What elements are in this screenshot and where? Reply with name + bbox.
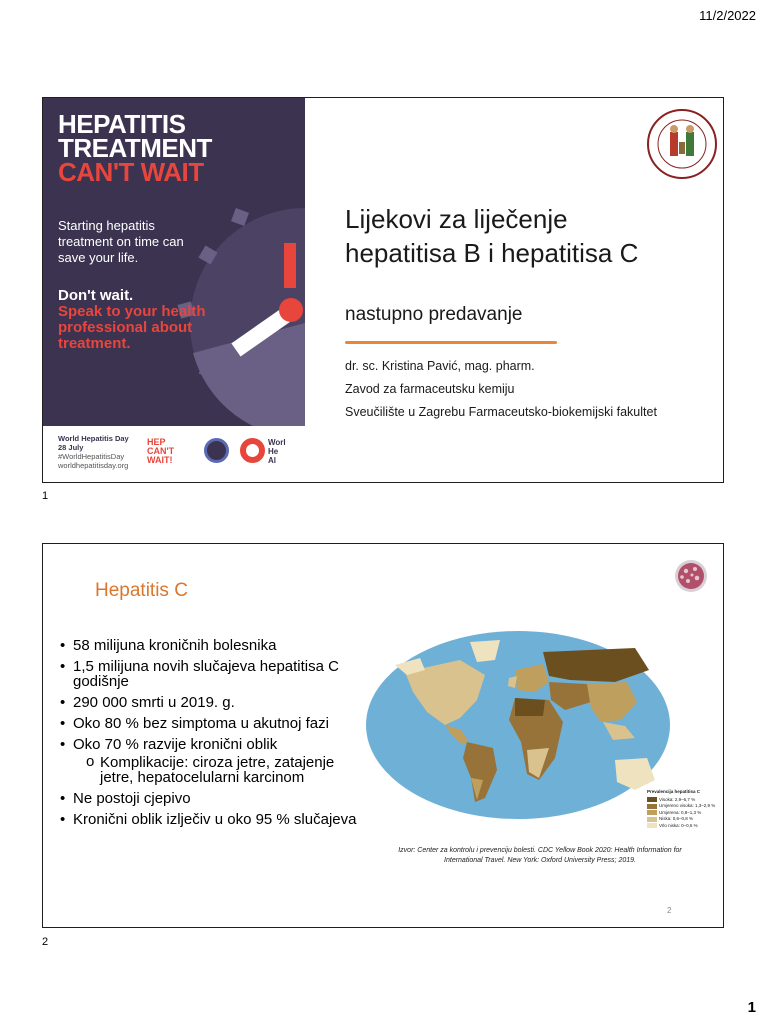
institution-name: Sveučilište u Zagrebu Farmaceutsko-biokemijski fakultet [345, 405, 657, 419]
poster-subtitle: Starting hepatitis treatment on time can save your life. [58, 218, 184, 265]
department-name: Zavod za farmaceutsku kemiju [345, 382, 515, 396]
poster-call-to-action: Don't wait. Speak to your health professional about treatment. [58, 287, 206, 352]
list-item: • Oko 80 % bez simptoma u akutnoj fazi [59, 716, 359, 731]
legend-item: Umjerena: 0,8–1,3 % [647, 810, 724, 817]
slide-title: Hepatitis C [95, 580, 188, 601]
legend-item: Niska: 0,6–0,8 % [647, 816, 724, 823]
hepatitis-poster [43, 98, 305, 483]
map-legend [647, 789, 724, 829]
map-source-citation: Izvor: Center za kontrolu i prevenciju bolesti. CDC Yellow Book 2020: Health Information for International Travel. New York: Oxford University Press; 2019. [398, 847, 682, 864]
list-item: • Ne postoji cjepivo [59, 791, 359, 806]
list-item: • 1,5 milijuna novih slučajeva hepatitisa C godišnje [59, 659, 359, 689]
partner-logo-icon [204, 438, 229, 463]
hep-cant-wait-logo: HEP CAN'T WAIT! [147, 437, 175, 465]
list-item: • 290 000 smrti u 2019. g. [59, 695, 359, 710]
slide-number-label: 1 [42, 490, 49, 502]
world-hepatitis-alliance-logo-icon [240, 438, 265, 463]
author-name: dr. sc. Kristina Pavić, mag. pharm. [345, 359, 535, 373]
slide-title: Lijekovi za liječenje hepatitisa B i hepatitisa C [345, 204, 639, 268]
list-item: • 58 milijuna kroničnih bolesnika [59, 638, 359, 653]
poster-graphic [43, 98, 305, 426]
slide-page-number: 2 [667, 906, 672, 915]
accent-underline [345, 341, 557, 344]
page-date: 11/2/2022 [699, 8, 756, 23]
poster-footer-text: World Hepatitis Day 28 July #WorldHepatitisDay worldhepatitisday.org [58, 434, 129, 470]
university-seal-icon [646, 108, 718, 180]
slide-number-label: 2 [42, 936, 49, 948]
legend-item: Visoka: 2,9–6,7 % [647, 797, 724, 804]
list-item: • Oko 70 % razvije kronični oblik [59, 737, 359, 752]
world-hepatitis-alliance-logo-text: Worl He Al [268, 438, 286, 465]
legend-item: Vrlo niska: 0–0,6 % [647, 823, 724, 830]
poster-title: HEPATITIS TREATMENT CAN'T WAIT [58, 109, 212, 187]
bullet-list [59, 638, 359, 833]
page-number: 1 [747, 999, 756, 1016]
slide-1[interactable] [42, 97, 724, 483]
virus-icon [671, 556, 711, 596]
list-item: • Kronični oblik izlječiv u oko 95 % slučajeva [59, 812, 359, 827]
poster-footer [43, 426, 305, 483]
slide-subtitle: nastupno predavanje [345, 304, 523, 325]
legend-title: Prevalencija hepatitisa C [647, 789, 701, 794]
legend-item: Umjereno visoka: 1,3–2,9 % [647, 803, 724, 810]
slide-2[interactable] [42, 543, 724, 928]
hepatitis-c-prevalence-map [365, 630, 671, 820]
sub-list-item: o Komplikacije: ciroza jetre, zatajenje jetre, hepatocelularni karcinom [59, 755, 359, 785]
author-info [345, 358, 695, 427]
